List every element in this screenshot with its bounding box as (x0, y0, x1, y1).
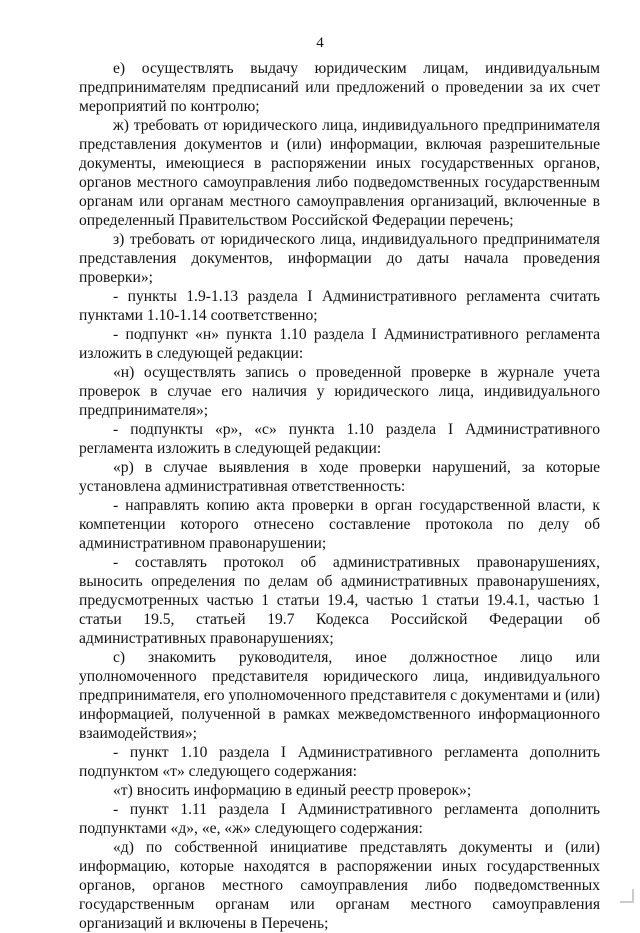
paragraph: е) осуществлять выдачу юридическим лицам, индивидуальным предпринимателям предписаний или предложений о проведении за их счет мероприятий по контролю; (79, 60, 600, 115)
paragraph: «н) осуществлять запись о проведенной проверке в журнале учета проверок в случае его наличия у юридического лица, индивидуального предпринимателя»; (79, 364, 600, 419)
page-number: 4 (316, 35, 324, 51)
paragraph: - пункт 1.11 раздела I Административного регламента дополнить подпунктами «д», «е, «ж» следующего содержания: (79, 801, 600, 837)
paragraph: ж) требовать от юридического лица, индивидуального предпринимателя представления документов и (или) информации, включая разрешительные документы, имеющиеся в распоряжении иных государственных органов, органов местного самоуправления либо подведомственных государственным органам или органам местного самоуправления организаций, включенные в определенный Правительством Российской Федерации перечень; (79, 117, 600, 229)
paragraph: - направлять копию акта проверки в орган государственной власти, к компетенции которого отнесено составление протокола по делу об административном правонарушении; (79, 497, 600, 552)
paragraph: «т) вносить информацию в единый реестр проверок»; (113, 782, 472, 799)
paragraph: з) требовать от юридического лица, индивидуального предпринимателя представления документов, информации до даты начала проведения проверки»; (79, 231, 600, 286)
paragraph: «р) в случае выявления в ходе проверки нарушений, за которые установлена административная ответственность: (79, 459, 600, 495)
paragraph: - составлять протокол об административных правонарушениях, выносить определения по делам об административных правонарушениях, предусмотренных частью 1 статьи 19.4, частью 1 статьи 19.4.1, частью 1 статьи 19.5, статьей 19.7 Кодекса Российской Федерации об административных правонарушениях; (79, 554, 600, 647)
paragraph: - пункты 1.9-1.13 раздела I Административного регламента считать пунктами 1.10-1.14 соответственно; (79, 288, 600, 324)
paragraph: - подпункт «н» пункта 1.10 раздела I Административного регламента изложить в следующей редакции: (79, 326, 600, 362)
paragraph: с) знакомить руководителя, иное должностное лицо или уполномоченного представителя юридического лица, индивидуального предпринимателя, его уполномоченного представителя с документами и (или) информацией, полученной в рамках межведомственного информационного взаимодействия»; (79, 649, 600, 742)
paragraph: - пункт 1.10 раздела I Административного регламента дополнить подпунктом «т» следующего содержания: (79, 744, 600, 780)
paragraph: «д) по собственной инициативе представлять документы и (или) информацию, которые находятся в распоряжении иных государственных органов, органов местного самоуправления либо подведомственных государственным органам или органам местного самоуправления организаций и включены в Перечень; (79, 839, 600, 932)
document-body (79, 59, 600, 933)
paragraph: - подпункты «р», «с» пункта 1.10 раздела I Административного регламента изложить в следующей редакции: (79, 421, 600, 457)
scan-corner-mark (620, 889, 634, 903)
